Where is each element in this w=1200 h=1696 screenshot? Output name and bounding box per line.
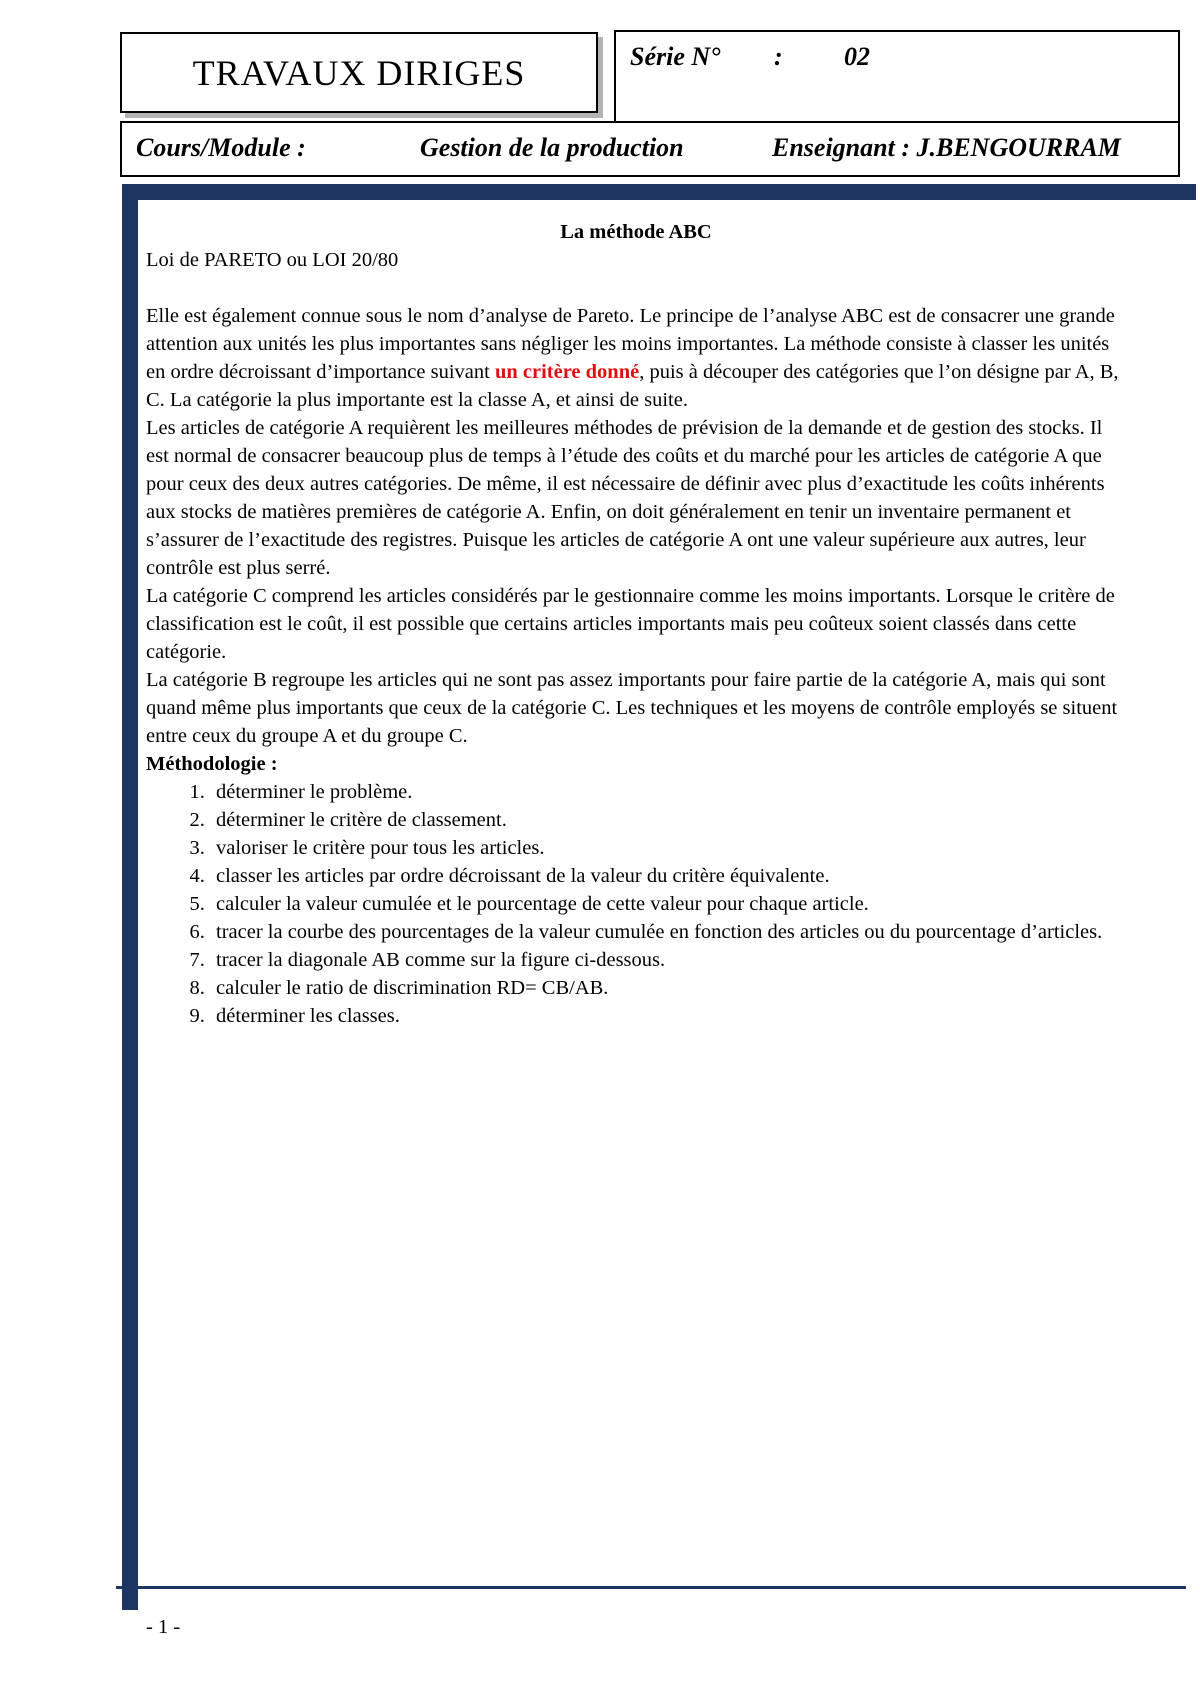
title-box (120, 32, 598, 113)
list-item: 4. classer les articles par ordre décroissant de la valeur du critère équivalente. (210, 862, 1126, 890)
list-item: 2. déterminer le critère de classement. (210, 806, 1126, 834)
frame-left-bar (122, 184, 138, 1610)
list-item: 6. tracer la courbe des pourcentages de la valeur cumulée en fonction des articles ou du pourcentage d’articles. (210, 918, 1126, 946)
list-item: 7. tracer la diagonale AB comme sur la figure ci-dessous. (210, 946, 1126, 974)
methodology-heading: Méthodologie : (146, 753, 278, 775)
course-name: Gestion de la production (420, 133, 684, 162)
paragraph-category-a: Les articles de catégorie A requièrent les meilleures méthodes de prévision de la demande et de gestion des stocks. Il est normal de consacrer beaucoup plus de temps à l’étude des coûts et du marché pour les articles de catégorie A que pour ceux des deux autres catégories. De même, il est nécessaire de définir avec plus d’exactitude les coûts inhérents aux stocks de matières premières de catégorie A. Enfin, on doit généralement en tenir un inventaire permanent et s’assurer de l’exactitude des registres. Puisque les articles de catégorie A ont une valeur supérieure aux autres, leur contrôle est plus serré. (146, 417, 1105, 579)
serie-label: Série N° (630, 42, 721, 71)
paragraph-intro-text-1: Elle est également connue sous le nom d’analyse de Pareto. Le principe de l’analyse ABC est de consacrer une grande attention aux unités les plus importantes sans négliger les moins importantes. La méthode consiste à classer les unités en ordre décroissant d’importance suivant (146, 305, 1115, 383)
course-label: Cours/Module : (136, 133, 306, 162)
highlight-criterion: un critère donné (494, 361, 640, 383)
course-box (120, 121, 1180, 177)
section-subtitle: Loi de PARETO ou LOI 20/80 (146, 249, 399, 271)
paragraph-intro-text-2: , puis à découper des catégories que l’on désigne par A, B, C. La catégorie la plus importante est la classe A, et ainsi de suite. (146, 361, 1119, 411)
serie-box (614, 30, 1180, 123)
paragraph-intro (146, 302, 1126, 414)
list-item: 3. valoriser le critère pour tous les articles. (210, 834, 1126, 862)
paragraph-category-b: La catégorie B regroupe les articles qui ne sont pas assez importants pour faire partie de la catégorie A, mais qui sont quand même plus importants que ceux de la catégorie C. Les techniques et les moyens de contrôle employés se situent entre ceux du groupe A et du groupe C. (146, 669, 1118, 747)
list-item: 9. déterminer les classes. (210, 1002, 1126, 1030)
document-title: TRAVAUX DIRIGES (192, 52, 526, 93)
frame-top-bar (122, 184, 1196, 200)
footer-divider (116, 1586, 1186, 1589)
list-item: 1. déterminer le problème. (210, 778, 1126, 806)
methodology-list (146, 778, 1126, 1030)
serie-number: 02 (844, 42, 870, 71)
document-body (146, 218, 1126, 1030)
list-item: 8. calculer le ratio de discrimination RD= CB/AB. (210, 974, 1126, 1002)
list-item: 5. calculer la valeur cumulée et le pourcentage de cette valeur pour chaque article. (210, 890, 1126, 918)
page-number: - 1 - (146, 1616, 181, 1638)
section-title: La méthode ABC (560, 221, 712, 243)
teacher-name: Enseignant : J.BENGOURRAM (772, 133, 1121, 162)
paragraph-category-c: La catégorie C comprend les articles considérés par le gestionnaire comme les moins importants. Lorsque le critère de classification est le coût, il est possible que certains articles importants mais peu coûteux soient classés dans cette catégorie. (146, 585, 1115, 663)
serie-colon: : (774, 42, 783, 71)
